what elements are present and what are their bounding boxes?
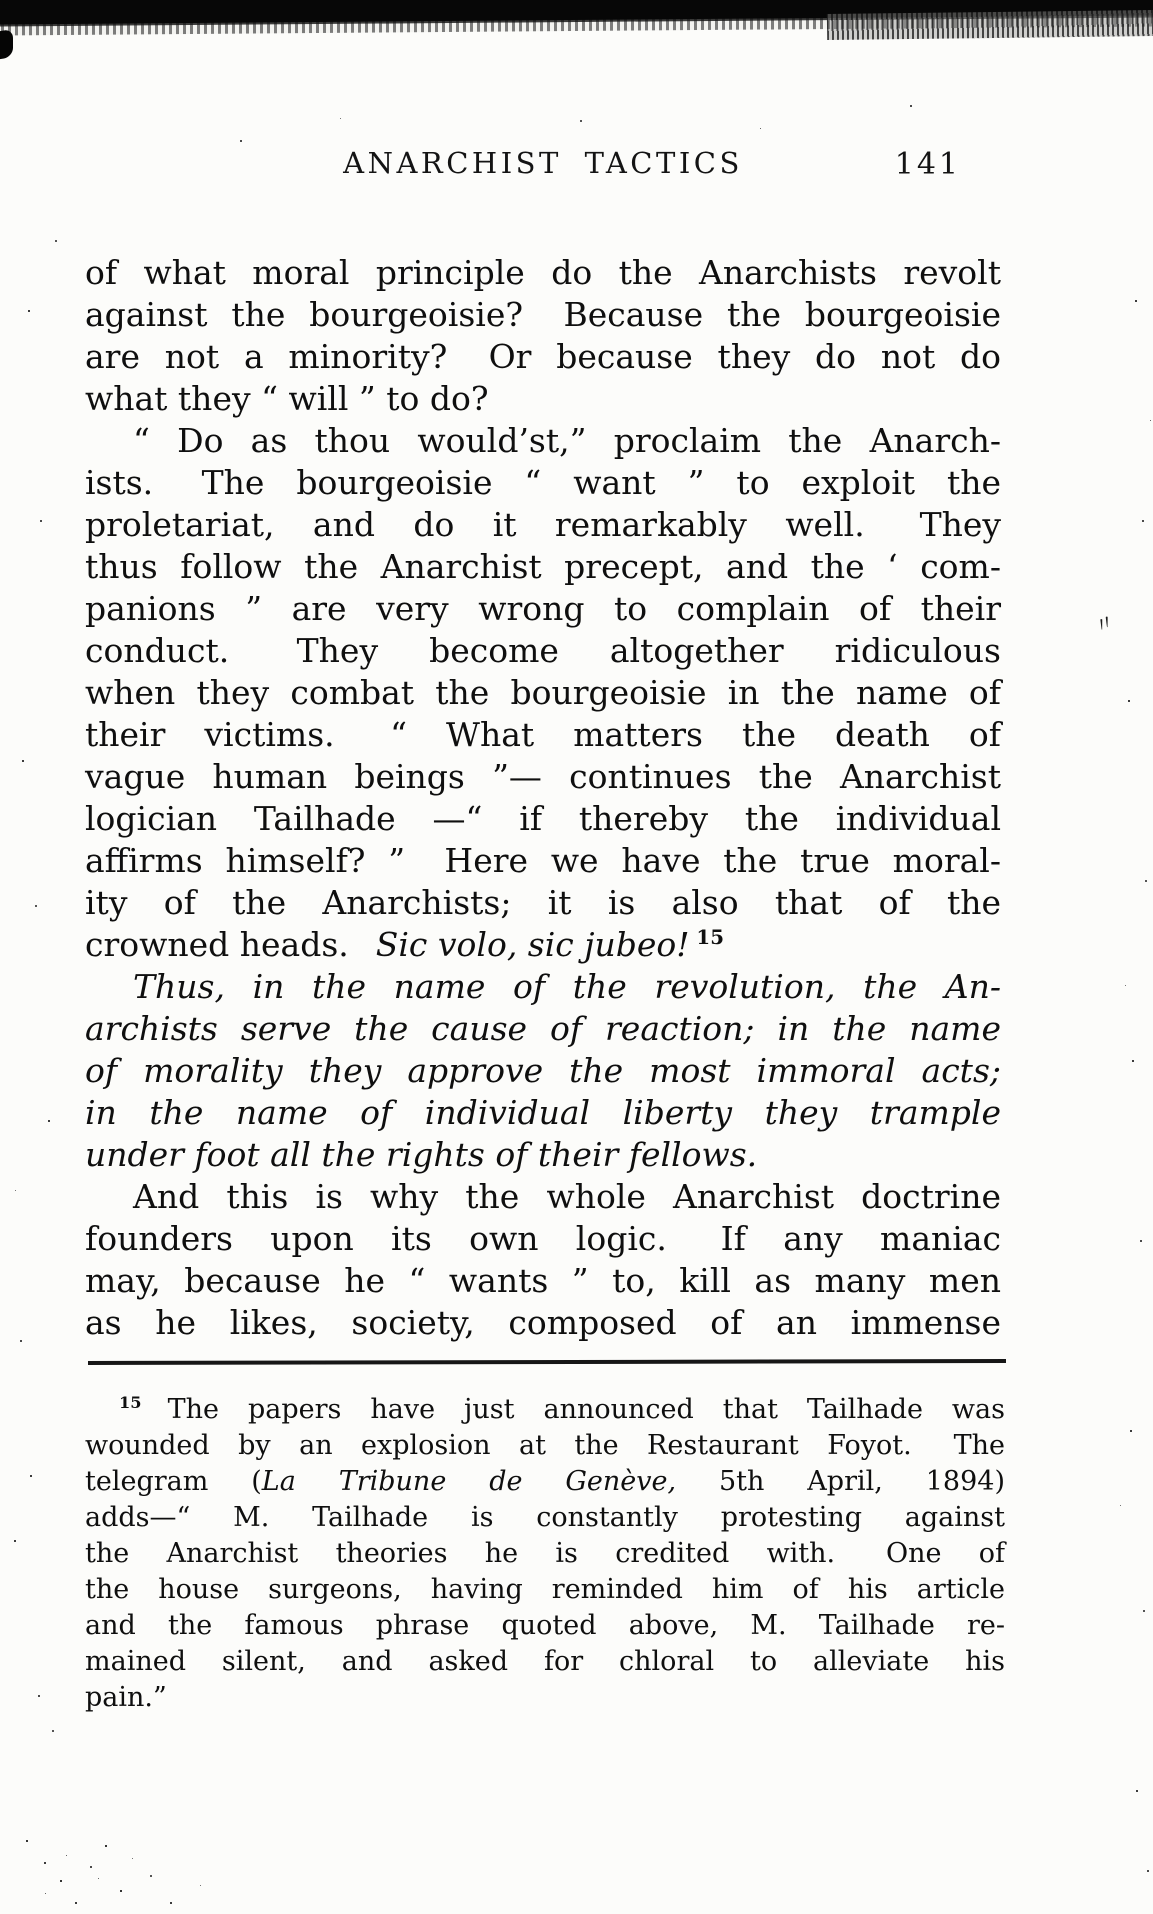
paragraph xyxy=(85,966,1001,1176)
text-segment: telegram ( xyxy=(85,1466,262,1497)
superscript-marker: 15 xyxy=(119,1393,168,1412)
text-line: logician Tailhade —“ if thereby the individual xyxy=(85,799,1001,838)
page-number: 141 xyxy=(894,147,961,182)
text-line: when they combat the bourgeoisie in the name of xyxy=(85,673,1001,712)
text-line: and the famous phrase quoted above, M. Tailhade re- xyxy=(85,1610,1005,1641)
text-line: are not a minority? Or because they do not do xyxy=(85,337,1001,376)
text-line: archists serve the cause of reaction; in the name xyxy=(85,1009,1001,1048)
text-line: mained silent, and asked for chloral to alleviate his xyxy=(85,1646,1005,1677)
text-line: vague human beings ”— continues the Anarchist xyxy=(85,757,1001,796)
text-line: of what moral principle do the Anarchists revolt xyxy=(85,253,1001,292)
text-line xyxy=(85,924,1001,966)
margin-pen-mark: 〃 xyxy=(1090,608,1120,640)
scan-edge-grain-top-right xyxy=(827,10,1153,40)
text-segment: crowned heads. xyxy=(85,925,376,964)
text-line: what they “ will ” to do? xyxy=(85,379,489,418)
text-line: ists. The bourgeoisie “ want ” to exploit the xyxy=(85,463,1001,502)
italic-text: La Tribune de Genève, xyxy=(261,1466,677,1497)
text-line: founders upon its own logic. If any maniac xyxy=(85,1219,1001,1258)
text-line: against the bourgeoisie? Because the bourgeoisie xyxy=(85,295,1001,334)
text-line: under foot all the rights of their fellows. xyxy=(85,1135,758,1174)
text-line: panions ” are very wrong to complain of their xyxy=(85,589,1001,628)
text-line: adds—“ M. Tailhade is constantly protesting against xyxy=(85,1502,1005,1533)
text-line: thus follow the Anarchist precept, and the ‘ com- xyxy=(85,547,1001,586)
scan-edge-blob-left xyxy=(0,29,13,59)
text-line: of morality they approve the most immoral acts; xyxy=(85,1051,1001,1090)
page-header xyxy=(85,146,1001,190)
scan-speckles xyxy=(0,0,1,1)
text-segment: 5th April, 1894) xyxy=(676,1466,1005,1497)
text-line: as he likes, society, composed of an immense xyxy=(85,1303,1001,1342)
footnote-block xyxy=(85,1392,1005,1716)
text-line xyxy=(85,1392,1005,1428)
text-line: may, because he “ wants ” to, kill as many men xyxy=(85,1261,1001,1300)
paragraph xyxy=(85,1176,1001,1344)
text-line: pain.” xyxy=(85,1682,167,1713)
text-line: ity of the Anarchists; it is also that of the xyxy=(85,883,1001,922)
italic-text: Sic volo, sic jubeo! xyxy=(375,925,690,964)
running-title: ANARCHIST TACTICS xyxy=(343,146,743,180)
text-line: the house surgeons, having reminded him of his article xyxy=(85,1574,1005,1605)
text-line: And this is why the whole Anarchist doctrine xyxy=(133,1177,1001,1216)
paragraph xyxy=(85,252,1001,420)
text-line: conduct. They become altogether ridiculous xyxy=(85,631,1001,670)
text-line: wounded by an explosion at the Restaurant Foyot. The xyxy=(85,1430,1005,1461)
text-line: proletariat, and do it remarkably well. They xyxy=(85,505,1001,544)
footnote-rule xyxy=(88,1359,1006,1365)
text-line: affirms himself? ” Here we have the true moral- xyxy=(85,841,1001,880)
text-line xyxy=(85,1464,1005,1500)
text-segment: The papers have just announced that Tailhade was xyxy=(167,1394,1005,1425)
superscript-marker: 15 xyxy=(689,925,724,949)
text-line: “ Do as thou would’st,” proclaim the Anarch- xyxy=(133,421,1001,460)
paragraph xyxy=(85,420,1001,966)
text-line: Thus, in the name of the revolution, the An- xyxy=(133,967,1001,1006)
body-paragraphs xyxy=(85,252,1001,1344)
text-line: in the name of individual liberty they trample xyxy=(85,1093,1001,1132)
text-line: their victims. “ What matters the death of xyxy=(85,715,1001,754)
text-line: the Anarchist theories he is credited with. One of xyxy=(85,1538,1005,1569)
